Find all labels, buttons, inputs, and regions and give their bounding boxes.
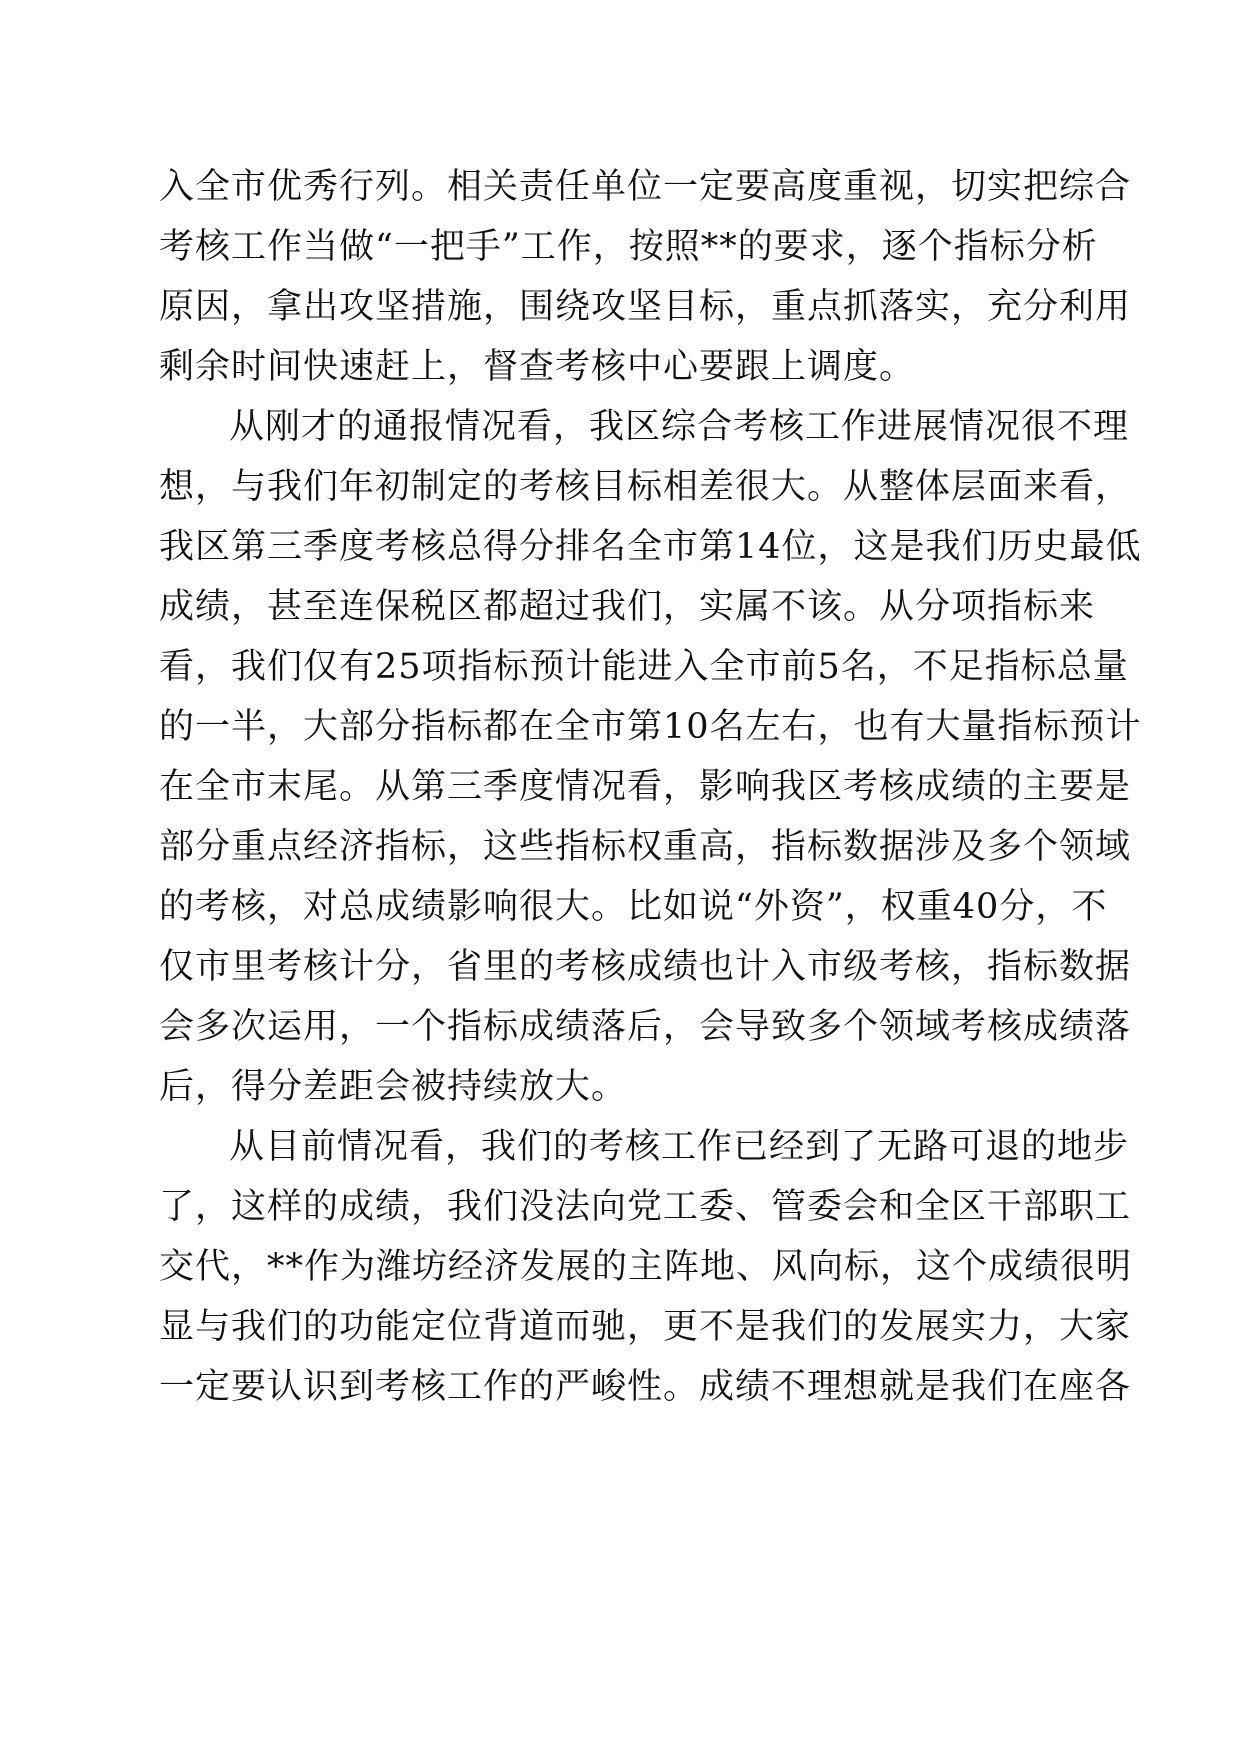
text-line: 原因，拿出攻坚措施，围绕攻坚目标，重点抓落实，充分利用 <box>159 287 1132 327</box>
paragraph-1 <box>159 157 1132 397</box>
text-line: 在全市末尾。从第三季度情况看，影响我区考核成绩的主要是 <box>159 767 1132 807</box>
text-line: 从刚才的通报情况看，我区综合考核工作进展情况很不理 <box>229 407 1130 447</box>
text-line: 考核工作当做“一把手”工作，按照**的要求，逐个指标分析 <box>159 227 1098 267</box>
text-line: 交代，**作为潍坊经济发展的主阵地、风向标，这个成绩很明 <box>159 1247 1133 1287</box>
text-line: 成绩，甚至连保税区都超过我们，实属不该。从分项指标来 <box>159 587 1096 627</box>
text-line: 看，我们仅有25项指标预计能进入全市前5名，不足指标总量 <box>159 647 1129 687</box>
paragraph-3 <box>159 1117 1133 1417</box>
text-line: 仅市里考核计分，省里的考核成绩也计入市级考核，指标数据 <box>159 947 1132 987</box>
text-line: 部分重点经济指标，这些指标权重高，指标数据涉及多个领域 <box>159 827 1132 867</box>
text-line: 我区第三季度考核总得分排名全市第14位，这是我们历史最低 <box>159 527 1142 567</box>
text-line: 剩余时间快速赶上，督查考核中心要跟上调度。 <box>159 347 916 387</box>
text-line: 想，与我们年初制定的考核目标相差很大。从整体层面来看， <box>159 467 1132 507</box>
text-line: 入全市优秀行列。相关责任单位一定要高度重视，切实把综合 <box>159 167 1132 207</box>
text-line: 一定要认识到考核工作的严峻性。成绩不理想就是我们在座各 <box>159 1367 1132 1407</box>
paragraph-2 <box>159 397 1142 1117</box>
text-line: 显与我们的功能定位背道而驰，更不是我们的发展实力，大家 <box>159 1307 1132 1347</box>
text-line: 的一半，大部分指标都在全市第10名左右，也有大量指标预计 <box>159 707 1142 747</box>
body-text <box>159 157 1142 1417</box>
text-line: 了，这样的成绩，我们没法向党工委、管委会和全区干部职工 <box>159 1187 1132 1227</box>
text-line: 后，得分差距会被持续放大。 <box>159 1067 628 1107</box>
text-line: 的考核，对总成绩影响很大。比如说“外资”，权重40分，不 <box>159 887 1108 927</box>
text-line: 从目前情况看，我们的考核工作已经到了无路可退的地步 <box>229 1127 1130 1167</box>
text-line: 会多次运用，一个指标成绩落后，会导致多个领域考核成绩落 <box>159 1007 1132 1047</box>
